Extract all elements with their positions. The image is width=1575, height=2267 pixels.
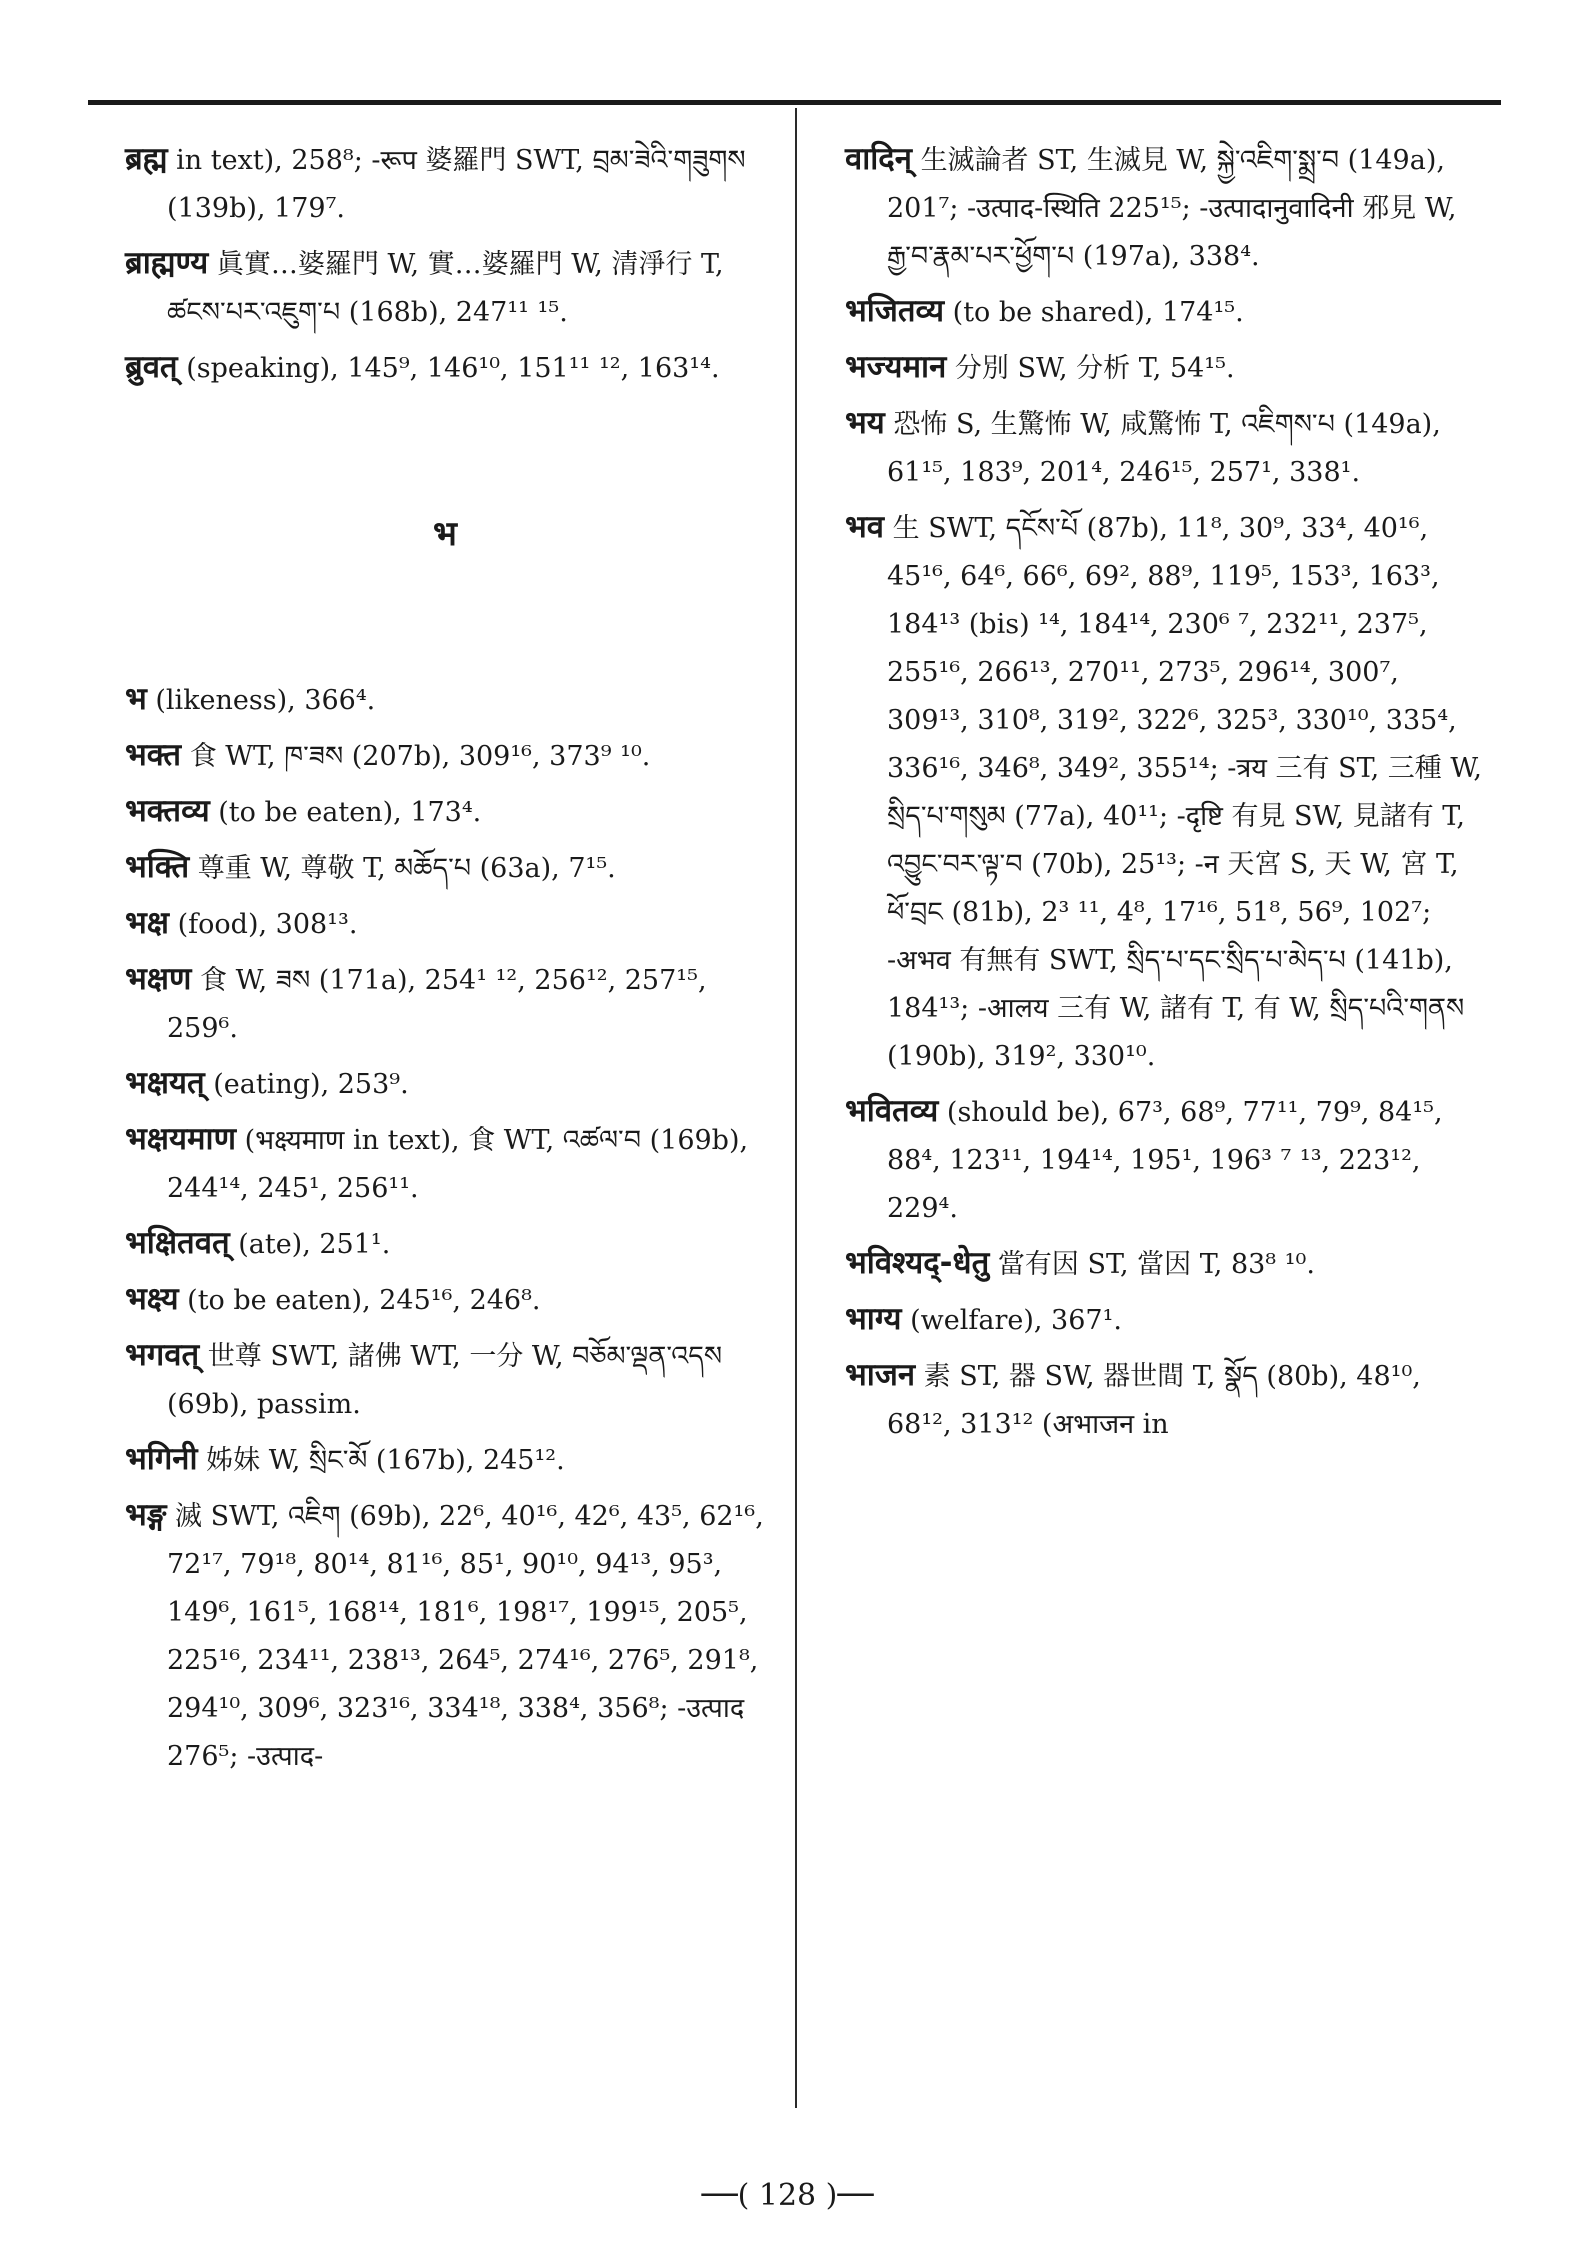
- entry: [125, 675, 765, 725]
- headword: भक्षितवत्: [125, 1225, 230, 1261]
- entry-text: 滅 SWT, འཇིག (69b), 22⁶, 40¹⁶, 42⁶, 43⁵, 62¹⁶, 72¹⁷, 79¹⁸, 80¹⁴, 81¹⁶, 85¹, 90¹⁰, 94¹³, 95³, 149⁶, 161⁵, 168¹⁴, 181⁶, 198¹⁷, 199¹⁵, 205⁵, 225¹⁶, 234¹¹, 238¹³, 264⁵, 274¹⁶, 276⁵, 291⁸, 294¹⁰, 309⁶, 323¹⁶, 334¹⁸, 338⁴, 356⁸; -उत्पाद 276⁵; -उत्पाद-: [167, 1501, 764, 1772]
- headword: भगवत्: [125, 1337, 200, 1373]
- entry: [845, 503, 1485, 1081]
- entry: [125, 731, 765, 781]
- entry-text: (to be eaten), 173⁴.: [218, 797, 482, 828]
- entry: [125, 239, 765, 337]
- headword: भक्षयत्: [125, 1065, 205, 1101]
- entry-text: 素 ST, 器 SW, 器世間 T, སྣོད (80b), 48¹⁰, 68¹², 313¹² (अभाजन in: [887, 1361, 1421, 1440]
- entry-text: (eating), 253⁹.: [213, 1069, 409, 1100]
- entry-text: (to be shared), 174¹⁵.: [952, 297, 1244, 328]
- entry: [845, 1087, 1485, 1233]
- entry: [845, 1295, 1485, 1345]
- headword: भक्ष: [125, 905, 170, 941]
- page-number: ──( 128 )──: [701, 2178, 874, 2213]
- headword: ब्राह्मण्य: [125, 245, 209, 281]
- entry: [125, 1331, 765, 1429]
- left-column: [125, 135, 765, 1787]
- entry: [125, 955, 765, 1053]
- headword: भक्षयमाण: [125, 1121, 236, 1157]
- headword: भक्षण: [125, 961, 192, 997]
- entry-text: (should be), 67³, 68⁹, 77¹¹, 79⁹, 84¹⁵, 88⁴, 123¹¹, 194¹⁴, 195¹, 196³ ⁷ ¹³, 223¹², 229⁴.: [887, 1097, 1443, 1224]
- headword: भगिनी: [125, 1441, 198, 1477]
- spacer: [125, 399, 765, 509]
- headword: भक्त: [125, 737, 182, 773]
- headword: वादिन्: [845, 141, 912, 177]
- headword: भव: [845, 509, 885, 545]
- entry-text: (welfare), 367¹.: [910, 1305, 1122, 1336]
- entry: [845, 1351, 1485, 1449]
- entry: [125, 1435, 765, 1485]
- column-divider: [795, 108, 797, 2108]
- entry: [125, 1275, 765, 1325]
- entry-text: 尊重 W, 尊敬 T, མཆོད་པ (63a), 7¹⁵.: [197, 853, 616, 884]
- entry-text: (food), 308¹³.: [177, 909, 358, 940]
- entry-text: 分別 SW, 分析 T, 54¹⁵.: [954, 353, 1235, 384]
- headword: ब्रुवत्: [125, 349, 178, 385]
- headword: भय: [845, 405, 885, 441]
- headword: भ: [125, 681, 147, 717]
- headword: भविश्यद्-धेतु: [845, 1245, 990, 1281]
- entry-text: (to be eaten), 245¹⁶, 246⁸.: [187, 1285, 541, 1316]
- headword: ब्रह्म: [125, 141, 168, 177]
- headword: भक्ष्य: [125, 1281, 179, 1317]
- headword: भक्तव्य: [125, 793, 210, 829]
- headword: भङ्ग: [125, 1497, 167, 1533]
- headword: भवितव्य: [845, 1093, 939, 1129]
- entry: [125, 135, 765, 233]
- entry: [125, 787, 765, 837]
- entry-text: 恐怖 S, 生驚怖 W, 咸驚怖 T, འཇིགས་པ (149a), 61¹⁵, 183⁹, 201⁴, 246¹⁵, 257¹, 338¹.: [887, 409, 1441, 488]
- entry: [125, 1059, 765, 1109]
- entry: [125, 843, 765, 893]
- entry-text: (भक्ष्यमाण in text), 食 WT, འཚལ་བ (169b), 244¹⁴, 245¹, 256¹¹.: [167, 1125, 749, 1204]
- entry: [125, 1491, 765, 1781]
- entry: [125, 1115, 765, 1213]
- headword: भक्ति: [125, 849, 190, 885]
- entry: [125, 1219, 765, 1269]
- entry: [125, 899, 765, 949]
- top-rule: [88, 100, 1501, 105]
- entry: [845, 1239, 1485, 1289]
- entry-text: 姊妹 W, སྲིང་མོ (167b), 245¹².: [206, 1445, 565, 1476]
- entry-text: 世尊 SWT, 諸佛 WT, 一分 W, བཅོམ་ལྡན་འདས (69b), passim.: [167, 1341, 723, 1420]
- entry: [125, 343, 765, 393]
- headword: भज्यमान: [845, 349, 947, 385]
- entry: [845, 399, 1485, 497]
- entry-text: 生 SWT, དངོས་པོ (87b), 11⁸, 30⁹, 33⁴, 40¹⁶, 45¹⁶, 64⁶, 66⁶, 69², 88⁹, 119⁵, 153³, 163³, 184¹³ (bis) ¹⁴, 184¹⁴, 230⁶ ⁷, 232¹¹, 237⁵, 255¹⁶, 266¹³, 270¹¹, 273⁵, 296¹⁴, 300⁷, 309¹³, 310⁸, 319², 322⁶, 325³, 330¹⁰, 335⁴, 336¹⁶, 346⁸, 349², 355¹⁴; -त्रय 三有 ST, 三種 W, སྲིད་པ་གསུམ (77a), 40¹¹; -दृष्टि 有見 SW, 見諸有 T, འབྱུང་བར་ལྟ་བ (70b), 25¹³; -न 天宮 S, 天 W, 宮 T, ཕོ་བྲང (81b), 2³ ¹¹, 4⁸, 17¹⁶, 51⁸, 56⁹, 102⁷; -अभव 有無有 SWT, སྲིད་པ་དང་སྲིད་པ་མེད་པ (141b), 184¹³; -आलय 三有 W, 諸有 T, 有 W, སྲིད་པའི་གནས (190b), 319², 330¹⁰.: [887, 513, 1483, 1072]
- headword: भजितव्य: [845, 293, 945, 329]
- entry-text: 眞實…婆羅門 W, 實…婆羅門 W, 清淨行 T, ཚངས་པར་འཇུག་པ (168b), 247¹¹ ¹⁵.: [167, 249, 724, 328]
- section-letter: भ: [433, 514, 457, 554]
- entry-text: 食 W, ཟས (171a), 254¹ ¹², 256¹², 257¹⁵, 259⁶.: [167, 965, 707, 1044]
- entry: [845, 287, 1485, 337]
- entry-text: 當有因 ST, 當因 T, 83⁸ ¹⁰.: [997, 1249, 1315, 1280]
- headword: भाजन: [845, 1357, 916, 1393]
- entry-text: 食 WT, ཁ་ཟས (207b), 309¹⁶, 373⁹ ¹⁰.: [189, 741, 651, 772]
- entry-text: (speaking), 145⁹, 146¹⁰, 151¹¹ ¹², 163¹⁴.: [186, 353, 720, 384]
- entry-text: in text), 258⁸; -रूप 婆羅門 SWT, བྲམ་ཟེའི་གཟུགས (139b), 179⁷.: [167, 145, 746, 224]
- entry: [845, 343, 1485, 393]
- headword: भाग्य: [845, 1301, 902, 1337]
- entry: [845, 135, 1485, 281]
- entry-text: (ate), 251¹.: [238, 1229, 391, 1260]
- right-column: [845, 135, 1485, 1455]
- entry-text: 生滅論者 ST, 生滅見 W, སྐྱེ་འཇིག་སྨྲ་བ (149a), 201⁷; -उत्पाद-स्थिति 225¹⁵; -उत्पादानुवादिनी 邪見 W, རྒྱ་བ་རྣམ་པར་ཕྱོག་པ (197a), 338⁴.: [887, 145, 1457, 272]
- entry-text: (likeness), 366⁴.: [155, 685, 376, 716]
